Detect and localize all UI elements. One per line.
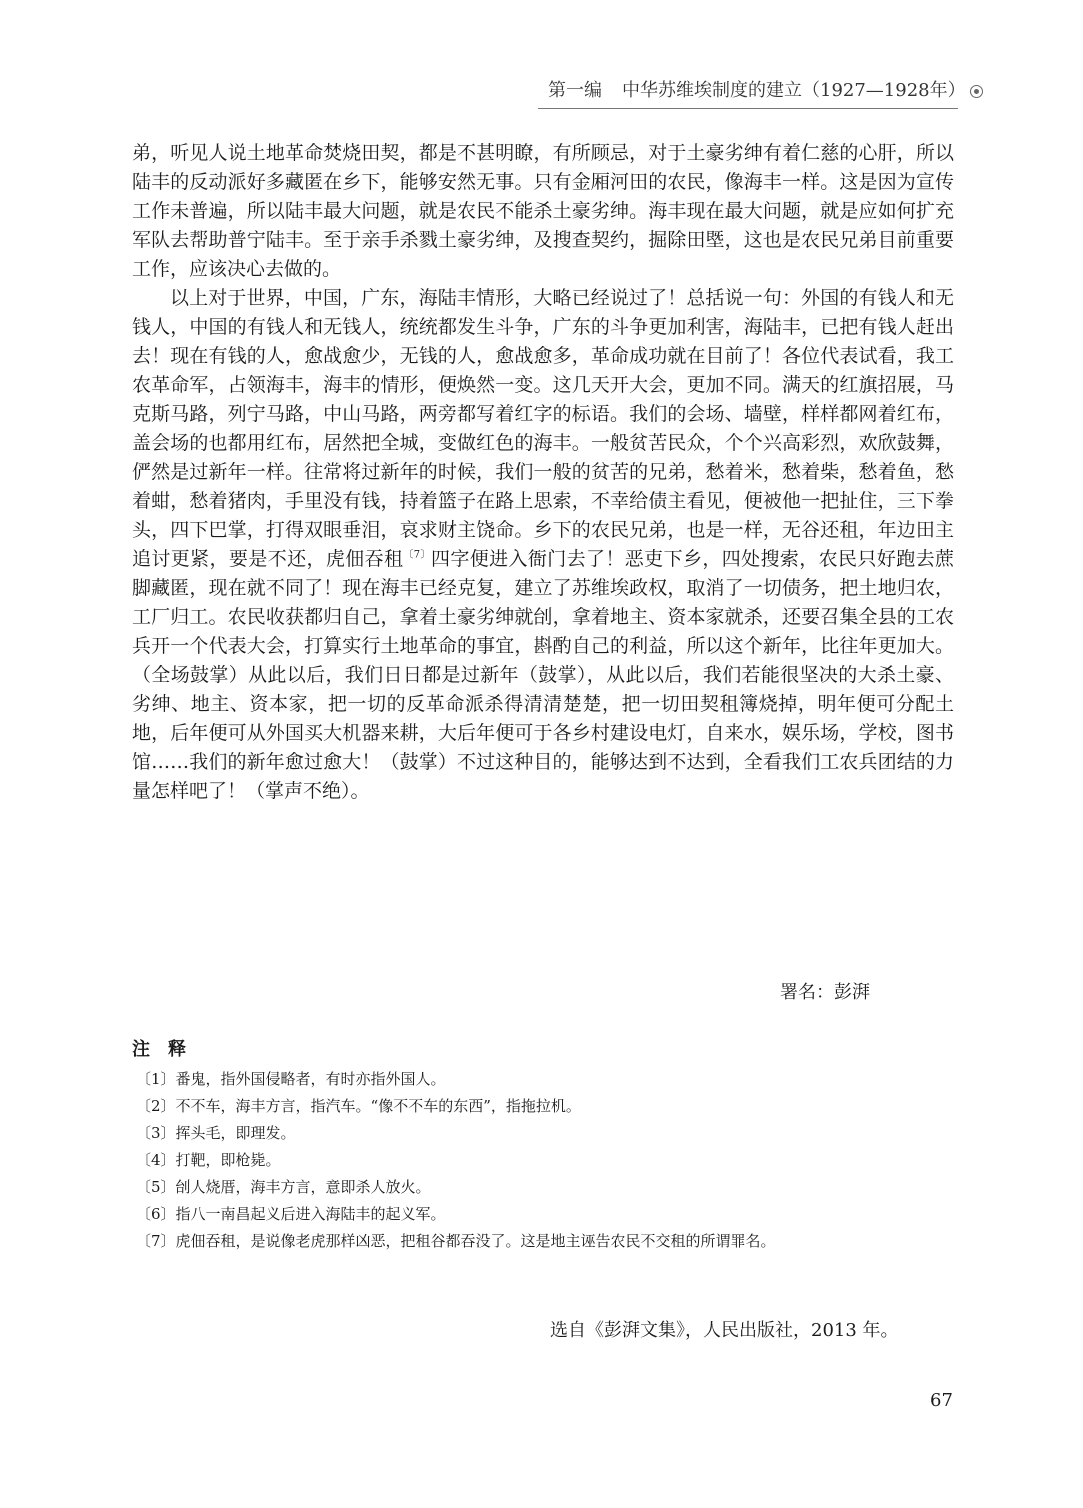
- footnote-ref-7: 〔7〕: [403, 549, 431, 561]
- note-item: 〔1〕番鬼，指外国侵略者，有时亦指外国人。: [136, 1070, 446, 1088]
- note-item: 〔4〕打靶，即枪毙。: [136, 1151, 281, 1169]
- header-section: 第一编: [548, 80, 602, 101]
- body-paragraph: [132, 284, 954, 806]
- notes-title: 注释: [132, 1039, 204, 1060]
- notes-list: [136, 1066, 936, 1255]
- source-citation: 选自《彭湃文集》，人民出版社，2013 年。: [550, 1320, 899, 1341]
- note-item: 〔6〕指八一南昌起义后进入海陆丰的起义军。: [136, 1205, 446, 1223]
- note-item: 〔2〕不不车，海丰方言，指汽车。“像不不车的东西”，指拖拉机。: [136, 1097, 581, 1115]
- header-rule: [538, 108, 958, 109]
- note-item: 〔3〕挥头毛，即理发。: [136, 1124, 296, 1142]
- body-paragraph-part: 四字便进入衙门去了！恶吏下乡，四处搜索，农民只好跑去蔗脚藏匿，现在就不同了！现在海丰已经克复，建立了苏维埃政权，取消了一切债务，把土地归农，工厂归工。农民收获都归自己，拿着土豪劣绅就刣，拿着地主、资本家就杀，还要召集全县的工农兵开一个代表大会，打算实行土地革命的事宜，斟酌自己的利益，所以这个新年，比往年更加大。（全场鼓掌）从此以后，我们日日都是过新年（鼓掌），从此以后，我们若能很坚决的大杀土豪、劣绅、地主、资本家，把一切的反革命派杀得清清楚楚，把一切田契租簿烧掉，明年便可分配土地，后年便可从外国买大机器来耕，大后年便可于各乡村建设电灯，自来水，娱乐场，学校，图书馆……我们的新年愈过愈大！（鼓掌）不过这种目的，能够达到不达到，全看我们工农兵团结的力量怎样吧了！（掌声不绝）。: [132, 548, 954, 802]
- header-title: 中华苏维埃制度的建立（1927—1928年）: [622, 80, 966, 101]
- note-item: 〔7〕虎佃吞租，是说像老虎那样凶恶，把租谷都吞没了。这是地主诬告农民不交租的所谓罪名。: [136, 1232, 776, 1250]
- header-circle-icon: [970, 85, 983, 98]
- note-item: 〔5〕刣人烧厝，海丰方言，意即杀人放火。: [136, 1178, 431, 1196]
- page-number: 67: [930, 1390, 953, 1411]
- running-header: [548, 76, 966, 106]
- signature: 署名：彭湃: [780, 982, 870, 1003]
- body-paragraph: 弟，听见人说土地革命焚烧田契，都是不甚明瞭，有所顾忌，对于土豪劣绅有着仁慈的心肝，所以陆丰的反动派好多藏匿在乡下，能够安然无事。只有金厢河田的农民，像海丰一样。这是因为宣传工作未普遍，所以陆丰最大问题，就是农民不能杀土豪劣绅。海丰现在最大问题，就是应如何扩充军队去帮助普宁陆丰。至于亲手杀戮土豪劣绅，及搜查契约，掘除田塈，这也是农民兄弟目前重要工作，应该决心去做的。: [132, 142, 954, 280]
- body-paragraph-part: 以上对于世界，中国，广东，海陆丰情形，大略已经说过了！总括说一句：外国的有钱人和无钱人，中国的有钱人和无钱人，统统都发生斗争，广东的斗争更加利害，海陆丰，已把有钱人赶出去！现在有钱的人，愈战愈少，无钱的人，愈战愈多，革命成功就在目前了！各位代表试看，我工农革命军，占领海丰，海丰的情形，便焕然一变。这几天开大会，更加不同。满天的红旗招展，马克斯马路，列宁马路，中山马路，两旁都写着红字的标语。我们的会场、墙壁，样样都网着红布，盖会场的也都用红布，居然把全城，变做红色的海丰。一般贫苦民众，个个兴高彩烈，欢欣鼓舞，俨然是过新年一样。往常将过新年的时候，我们一般的贫苦的兄弟，愁着米，愁着柴，愁着鱼，愁着蚶，愁着猪肉，手里没有钱，持着篮子在路上思索，不幸给债主看见，便被他一把扯住，三下拳头，四下巴掌，打得双眼垂泪，哀求财主饶命。乡下的农民兄弟，也是一样，无谷还租，年边田主追讨更紧，要是不还，虎佃吞租: [132, 287, 954, 570]
- article-body: [132, 139, 954, 806]
